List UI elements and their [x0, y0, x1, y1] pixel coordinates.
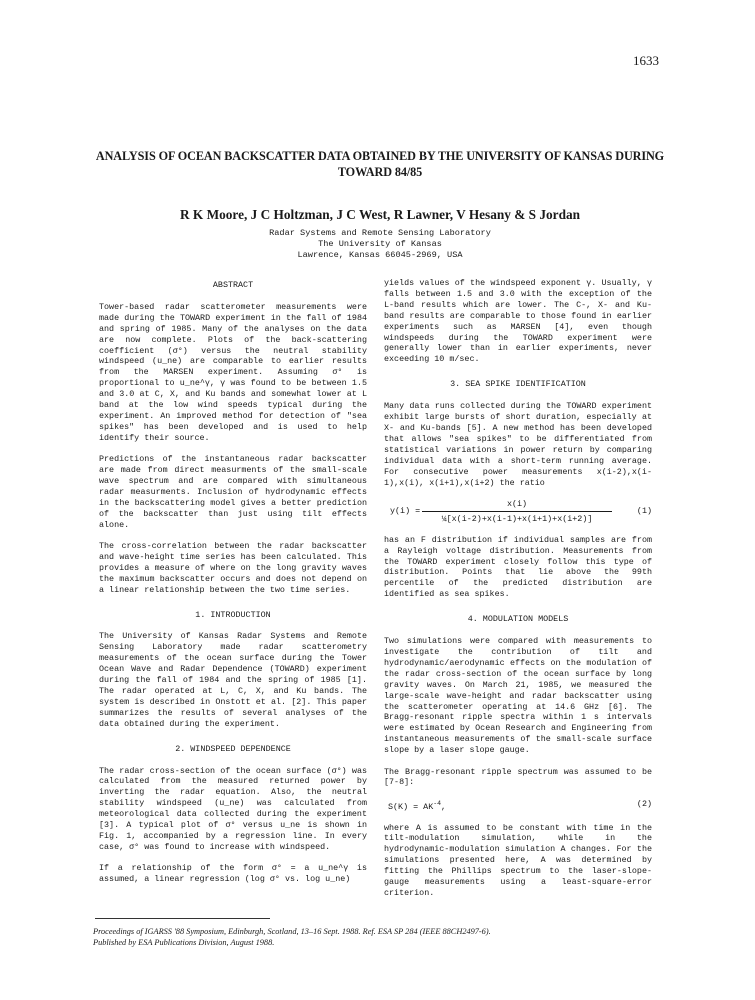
section-3-heading: 3. SEA SPIKE IDENTIFICATION: [450, 379, 586, 390]
equation-2-number: (2): [636, 798, 652, 809]
affiliation-lab: Radar Systems and Remote Sensing Laboratory: [269, 228, 491, 238]
equation-1-fraction: [422, 499, 612, 525]
equation-2-base: S(K) = AK: [388, 801, 434, 812]
affiliation-address: Lawrence, Kansas 66045-2969, USA: [297, 250, 463, 260]
footnote: [93, 926, 653, 948]
abstract-paragraph-2: Predictions of the instantaneous radar backscatter are made from direct measurments of the small-scale wave spectrum and are compared with simultaneous radar measurments. Inclusion of hydrodynamic effects in the backscattering model gives a better prediction of the backscatter than just using tilt effects alone.: [99, 454, 367, 530]
left-column: [99, 280, 367, 896]
section-2-paragraph-1: The radar cross-section of the ocean surface (σ°) was calculated from the measured returned power by inverting the radar equation. Also, the neutral stability windspeed (u_ne) was calculated from meteorological data collected during the experiment [3]. A typical plot of σ° versus u_ne is shown in Fig. 1, accompanied by a regression line. In every case, σ° was found to increase with windspeed.: [99, 765, 367, 852]
section-1-paragraph: The University of Kansas Radar Systems and Remote Sensing Laboratory made radar scatterometry measurements of the ocean surface during the Tower Ocean Wave and Radar Dependence (TOWARD) experiment during the fall of 1984 and the spring of 1985 [1]. The radar operated at L, C, X, and Ku bands. The system is described in Onstott et al. [2]. This paper summarizes the results of several analyses of the data obtained during the experiment.: [99, 631, 367, 729]
equation-1-number: (1): [636, 506, 652, 517]
equation-1-lhs: y(i) =: [390, 506, 421, 517]
equation-1: [384, 499, 652, 525]
equation-2: [384, 799, 652, 813]
abstract-paragraph-3: The cross-correlation between the radar backscatter and wave-height time series has been calculated. This provides a measure of where on the long gravity waves the maximum backscatter occurs and does not depend on a linear relationship between the two time series.: [99, 541, 367, 595]
equation-1-denominator: ¼[x(i-2)+x(i-1)+x(i+1)+x(i+2)]: [441, 513, 593, 524]
footnote-proceedings: Proceedings of IGARSS '88 Symposium, Edinburgh, Scotland, 13–16 Sept. 1988. Ref. ESA SP 284 (IEEE 88CH2497-6).: [93, 927, 491, 936]
footnote-divider: [95, 918, 270, 919]
equation-2-exponent: -4: [433, 799, 442, 807]
page-number: 1633: [633, 53, 659, 68]
abstract-heading: ABSTRACT: [212, 280, 254, 290]
footnote-publisher: Published by ESA Publications Division, August 1988.: [93, 938, 275, 947]
section-2-paragraph-3: yields values of the windspeed exponent γ. Usually, γ falls between 1.5 and 3.0 with the exception of the L-band results which are lower. The C-, X- and Ku-band results are comparable to those found in earlier experiments such as MARSEN [4], even though windspeeds during the TOWARD experiment were generally lower than in earlier experiments, never exceeding 10 m/sec.: [384, 278, 652, 365]
section-4-paragraph-1: Two simulations were compared with measurements to investigate the contribution of tilt and hydrodynamic/aerodynamic effects on the modulation of the radar cross-section of the ocean surface by long gravity waves. On March 21, 1985, we measured the large-scale wave-height and radar backscatter using the scatterometer operating at 14.6 GHz [6]. The Bragg-resonant ripple spectra within 1 s intervals were estimated by Ocean Research and Engineering from instantaneous measurements of the small-scale surface slope by a laser slope gauge.: [384, 636, 652, 756]
section-3-paragraph-1: Many data runs collected during the TOWARD experiment exhibit large bursts of short duration, especially at X- and Ku-bands [5]. A new method has been developed that allows "sea spikes" to be differentiated from statistical variations in power return by comparing individual data with a short-term running average. For consecutive power measurements x(i-2),x(i-1),x(i), x(i+1),x(i+2) the ratio: [384, 401, 652, 488]
section-3-paragraph-2: has an F distribution if individual samples are from a Rayleigh voltage distribution. Measurements from the TOWARD experiment closely follow this type of distribution. Points that lie above the 99th percentile of the predicted distribution are identified as sea spikes.: [384, 534, 652, 600]
equation-1-numerator: x(i): [422, 499, 612, 512]
section-2-paragraph-2: If a relationship of the form σ° = a u_ne^γ is assumed, a linear regression (log σ° vs. log u_ne): [99, 863, 367, 885]
section-1-heading: 1. INTRODUCTION: [195, 609, 271, 620]
equation-2-expression: [388, 799, 637, 813]
right-column: [384, 278, 652, 909]
affiliation-university: The University of Kansas: [318, 239, 442, 249]
section-4-paragraph-3: where A is assumed to be constant with time in the tilt-modulation simulation, while in the hydrodynamic-modulation simulation A changes. For the simulations presented here, A was determined by fitting the Phillips spectrum to the laser-slope-gauge measurements using a least-square-error criterion.: [384, 822, 652, 898]
section-2-heading: 2. WINDSPEED DEPENDENCE: [175, 743, 291, 754]
section-4-heading: 4. MODULATION MODELS: [467, 614, 569, 625]
abstract-paragraph-1: Tower-based radar scatterometer measurements were made during the TOWARD experiment in the fall of 1984 and spring of 1985. Many of the analyses on the data are now complete. Plots of the back-scattering coefficient (σ°) versus the neutral stability windspeed (u_ne) are comparable to earlier results from the MARSEN experiment. Assuming σ° is proportional to u_ne^γ, γ was found to be between 1.5 and 3.0 at C, X, and Ku bands and somewhat lower at L band at the low wind speeds typical during the experiment. An improved method for detection of "sea spikes" has been developed and is used to help identify their source.: [99, 301, 367, 443]
author-list: R K Moore, J C Holtzman, J C West, R Lawner, V Hesany & S Jordan: [179, 207, 581, 222]
section-4-paragraph-2: The Bragg-resonant ripple spectrum was assumed to be [7-8]:: [384, 766, 652, 788]
paper-title: ANALYSIS OF OCEAN BACKSCATTER DATA OBTAINED BY THE UNIVERSITY OF KANSAS DURING TOWARD 84/85: [95, 149, 665, 179]
affiliation: [90, 228, 670, 261]
equation-2-suffix: ,: [441, 801, 447, 812]
